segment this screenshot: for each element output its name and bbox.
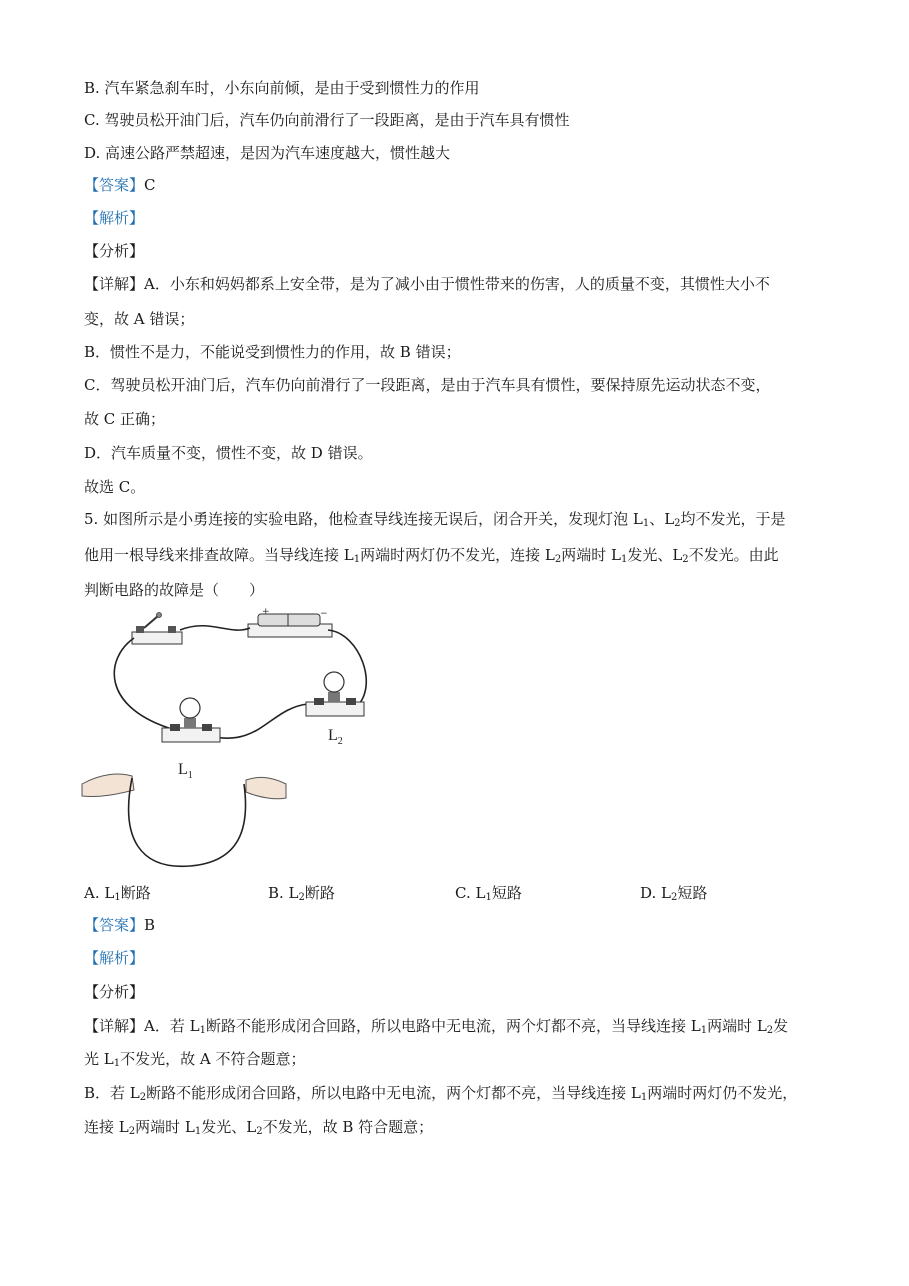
detail-text: A．小东和妈妈都系上安全带，是为了减小由于惯性带来的伤害，人的质量不变，其惯性大小不 — [144, 275, 770, 293]
q5-detail-b-line-2 — [84, 1117, 433, 1142]
detail-text: 断路不能形成闭合回路，所以电路中无电流，两个灯都不亮，当导线连接 L — [205, 1017, 701, 1035]
stem-text: 如图所示是小勇连接的实验电路，他检查导线连接无误后，闭合开关，发现灯泡 L — [103, 510, 643, 528]
subscript: 2 — [128, 1126, 136, 1137]
q5-option-a — [84, 883, 151, 908]
battery-plus-label: + — [262, 607, 270, 617]
option-text: 断路 — [120, 884, 151, 902]
answer-label: 【答案】 — [84, 916, 145, 934]
q5-detail-a-line-1 — [84, 1016, 788, 1041]
option-text: C. L — [455, 884, 486, 902]
subscript: 1 — [353, 554, 361, 565]
detail-text: 光 L — [84, 1050, 114, 1068]
q5-detail-a-line-2 — [84, 1049, 305, 1074]
option-text: B. L — [268, 884, 299, 902]
subscript: 2 — [674, 518, 681, 529]
detail-text: 两端时两灯仍不发光， — [647, 1084, 798, 1102]
subscript: 1 — [620, 554, 628, 565]
battery-icon — [248, 607, 332, 637]
q4-fenxi-heading: 【分析】 — [84, 242, 145, 260]
subscript: 1 — [700, 1025, 708, 1036]
detail-text: 发 — [773, 1017, 789, 1035]
detail-text: 不发光，故 A 不符合题意； — [120, 1050, 306, 1068]
stem-text: 两端时 L — [561, 546, 621, 564]
q4-option-d: D. 高速公路严禁超速，是因为汽车速度越大，惯性越大 — [84, 144, 451, 162]
wire-switch-l1 — [114, 638, 175, 730]
subscript: 2 — [554, 554, 562, 565]
q5-stem-line-2 — [84, 545, 779, 570]
q5-option-c — [455, 883, 522, 908]
q5-stem-line-3: 判断电路的故障是（ ） — [84, 581, 265, 599]
q4-option-c: C. 驾驶员松开油门后，汽车仍向前滑行了一段距离，是由于汽车具有惯性 — [84, 111, 570, 129]
q4-detail-line-5: 故 C 正确； — [84, 410, 166, 428]
detail-label: 【详解】 — [84, 1017, 145, 1035]
wire-switch-battery — [180, 626, 250, 630]
battery-minus-label: − — [320, 609, 328, 619]
answer-value: C — [144, 176, 156, 194]
q5-option-d — [640, 883, 707, 908]
detail-text: A．若 L — [144, 1017, 200, 1035]
detail-text: 连接 L — [84, 1118, 129, 1136]
stem-text: 不发光。由此 — [688, 546, 779, 564]
subscript: 1 — [113, 1058, 121, 1069]
stem-text: 均不发光，于是 — [680, 510, 786, 528]
subscript: 1 — [199, 1025, 206, 1036]
q5-stem-line-1 — [84, 509, 786, 534]
detail-label: 【详解】 — [84, 275, 145, 293]
detail-text: B．若 L — [84, 1084, 140, 1102]
q4-answer — [84, 175, 156, 195]
label-l2: $L_2$ — [328, 727, 343, 747]
question-number: 5. — [84, 510, 99, 528]
subscript: 1 — [642, 518, 650, 529]
detail-text: 断路不能形成闭合回路，所以电路中无电流，两个灯都不亮，当导线连接 L — [146, 1084, 641, 1102]
q4-detail-line-6: D．汽车质量不变，惯性不变，故 D 错误。 — [84, 444, 373, 462]
q4-detail-line-3: B．惯性不是力，不能说受到惯性力的作用，故 B 错误； — [84, 343, 461, 361]
option-text: A. L — [84, 884, 115, 902]
right-hand-icon — [246, 777, 286, 798]
answer-value: B — [144, 916, 156, 934]
q5-fenxi-heading: 【分析】 — [84, 983, 145, 1001]
subscript: 1 — [194, 1126, 202, 1137]
wire-l1-l2 — [210, 704, 308, 738]
stem-text: 他用一根导线来排查故障。当导线连接 L — [84, 546, 354, 564]
detail-text: 发光、L — [201, 1118, 257, 1136]
option-text: 短路 — [677, 884, 708, 902]
stem-text: 两端时两灯仍不发光，连接 L — [360, 546, 555, 564]
subscript: 1 — [485, 892, 492, 903]
q5-detail-b-line-1 — [84, 1083, 797, 1108]
subscript: 2 — [256, 1126, 263, 1137]
option-text: 短路 — [491, 884, 522, 902]
q4-jiexi-heading: 【解析】 — [84, 209, 145, 227]
q4-detail-line-2: 变，故 A 错误； — [84, 310, 195, 328]
subscript: 1 — [640, 1092, 648, 1103]
detail-text: 两端时 L — [135, 1118, 195, 1136]
subscript: 2 — [671, 892, 678, 903]
option-text: D. L — [640, 884, 671, 902]
subscript: 2 — [682, 554, 689, 565]
q5-option-b — [268, 883, 335, 908]
detail-text: 不发光，故 B 符合题意； — [262, 1118, 434, 1136]
subscript: 2 — [298, 892, 305, 903]
answer-label: 【答案】 — [84, 176, 145, 194]
left-hand-icon — [82, 774, 134, 796]
test-wire — [129, 778, 246, 866]
stem-text: 发光、L — [627, 546, 683, 564]
bulb-l1-icon — [162, 698, 220, 742]
subscript: 2 — [766, 1025, 774, 1036]
q4-detail-line-4: C．驾驶员松开油门后，汽车仍向前滑行了一段距离，是由于汽车具有惯性，要保持原先运动状态不变， — [84, 376, 771, 394]
circuit-figure — [80, 607, 343, 870]
subscript: 2 — [139, 1092, 147, 1103]
q5-answer — [84, 915, 155, 935]
q4-detail-line-7: 故选 C。 — [84, 478, 146, 496]
option-text: 断路 — [304, 884, 335, 902]
q4-option-b: B. 汽车紧急刹车时，小东向前倾，是由于受到惯性力的作用 — [84, 79, 480, 97]
bulb-l2-icon — [306, 672, 364, 716]
subscript: 1 — [114, 892, 121, 903]
label-l1: $L_1$ — [178, 761, 193, 781]
switch-icon — [132, 613, 182, 645]
detail-text: 两端时 L — [707, 1017, 767, 1035]
stem-text: 、L — [649, 510, 675, 528]
q5-jiexi-heading: 【解析】 — [84, 949, 145, 967]
q4-detail-line-1 — [84, 274, 770, 294]
